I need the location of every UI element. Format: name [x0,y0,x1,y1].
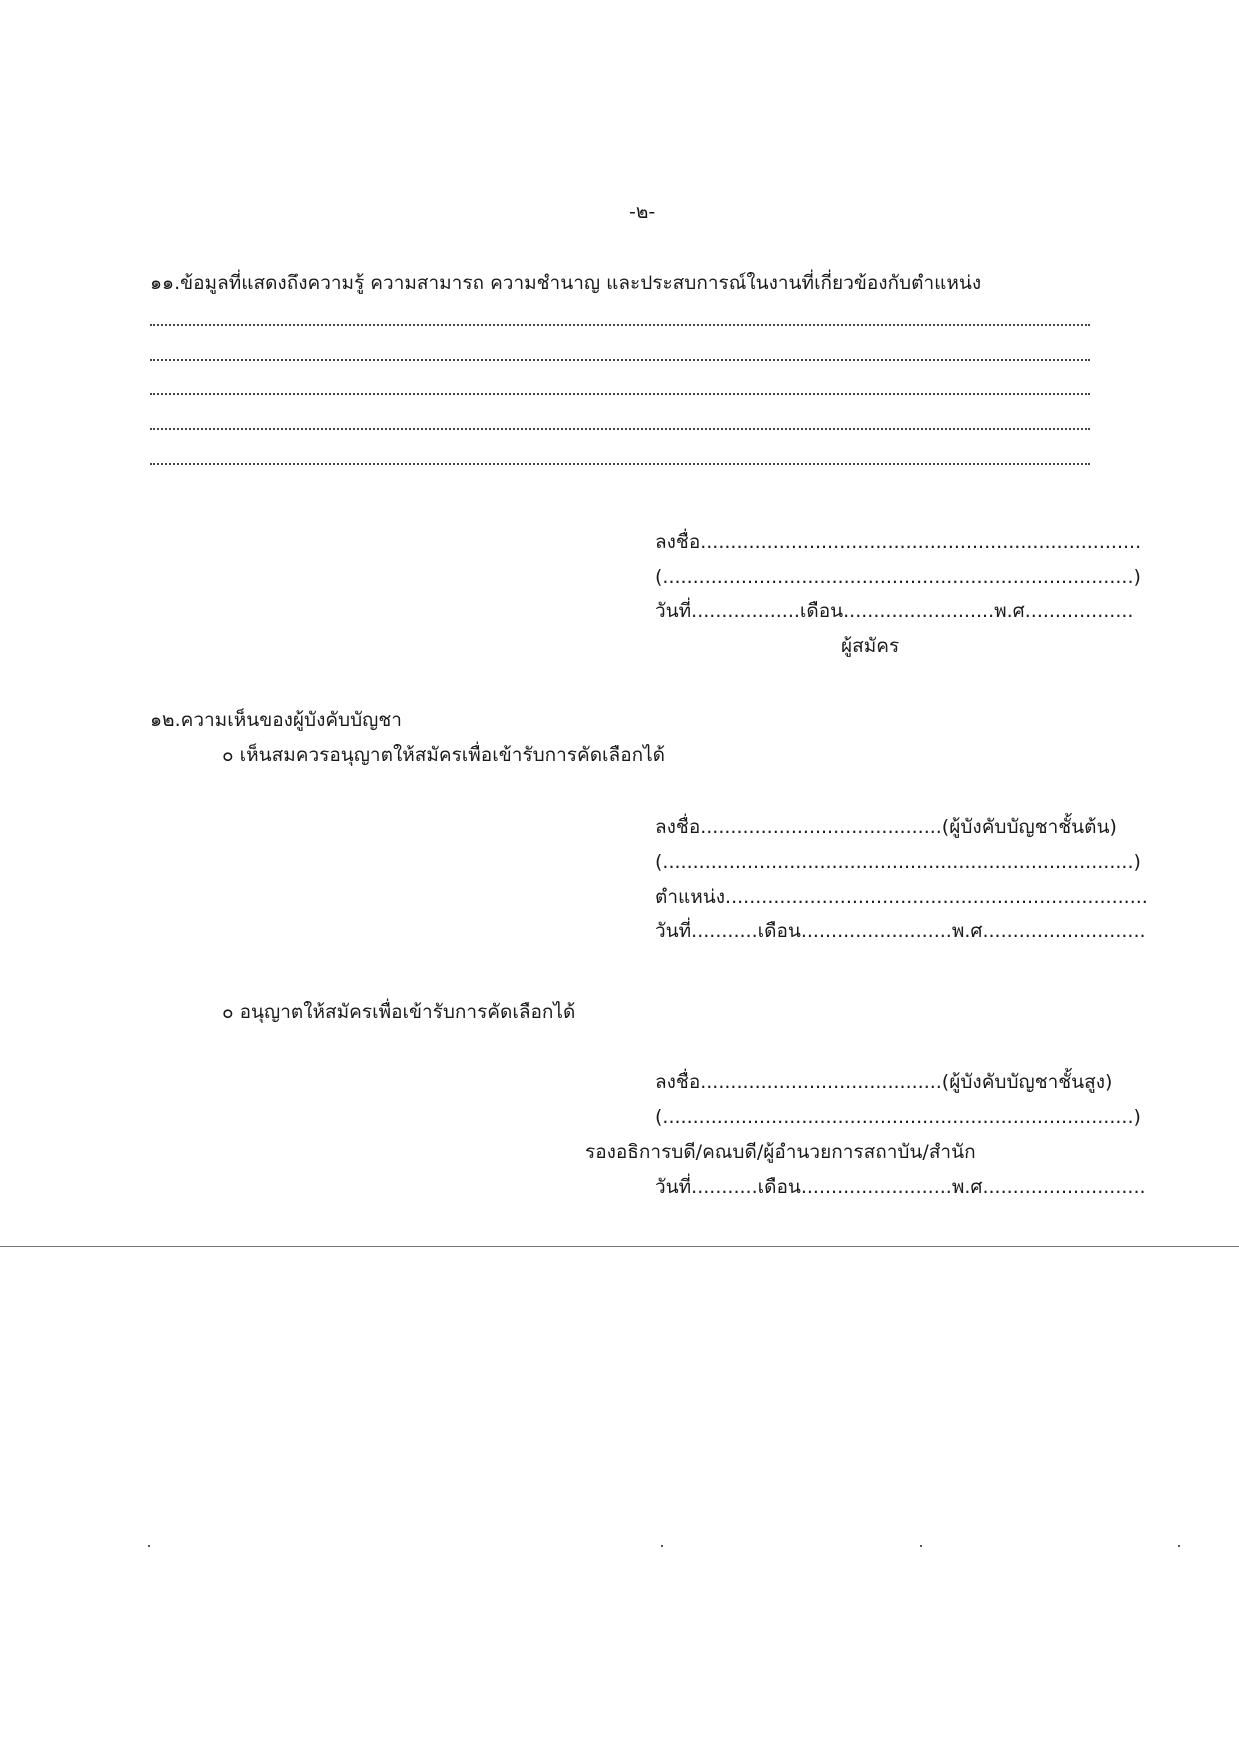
scan-speck [148,1545,150,1547]
blank-line[interactable] [150,428,1090,430]
option-approve[interactable]: ๐ อนุญาตให้สมัครเพื่อเข้ารับการคัดเลือกได้ [222,1001,576,1023]
senior-title-label: รองอธิการบดี/คณบดี/ผู้อำนวยการสถาบัน/สำนัก [585,1141,976,1163]
section-11-heading: ๑๑.ข้อมูลที่แสดงถึงความรู้ ความสามารถ ความชำนาญ และประสบการณ์ในงานที่เกี่ยวข้องกับตำแหน่ง [150,272,982,294]
section-12-heading: ๑๒.ความเห็นของผู้บังคับบัญชา [150,709,402,731]
blank-line[interactable] [150,359,1090,361]
supervisor-position-line[interactable]: ตำแหน่ง...................................................................... [655,886,1148,908]
applicant-name-line[interactable]: (..............................................................................) [655,566,1141,588]
horizontal-divider [0,1246,1239,1247]
blank-line[interactable] [150,324,1090,326]
applicant-date-line[interactable]: วันที่..................เดือน.........................พ.ศ.................. [655,600,1134,622]
page-number: -๒- [629,201,656,223]
senior-name-line[interactable]: (..............................................................................) [655,1106,1141,1128]
scan-speck [920,1545,922,1547]
supervisor-sign-line[interactable]: ลงชื่อ........................................(ผู้บังคับบัญชาชั้นต้น) [655,816,1117,838]
applicant-sign-line[interactable]: ลงชื่อ......................................................................... [655,531,1142,553]
applicant-role-label: ผู้สมัคร [841,635,900,657]
blank-line[interactable] [150,393,1090,395]
senior-sign-line[interactable]: ลงชื่อ........................................(ผู้บังคับบัญชาชั้นสูง) [655,1071,1113,1093]
option-recommend[interactable]: ๐ เห็นสมควรอนุญาตให้สมัครเพื่อเข้ารับการคัดเลือกได้ [222,744,666,766]
senior-date-line[interactable]: วันที่...........เดือน.........................พ.ศ........................... [655,1176,1146,1198]
supervisor-name-line[interactable]: (..............................................................................) [655,851,1141,873]
blank-line[interactable] [150,463,1090,465]
scan-speck [1178,1545,1180,1547]
scan-speck [661,1545,663,1547]
supervisor-date-line[interactable]: วันที่...........เดือน.........................พ.ศ........................... [655,920,1146,942]
